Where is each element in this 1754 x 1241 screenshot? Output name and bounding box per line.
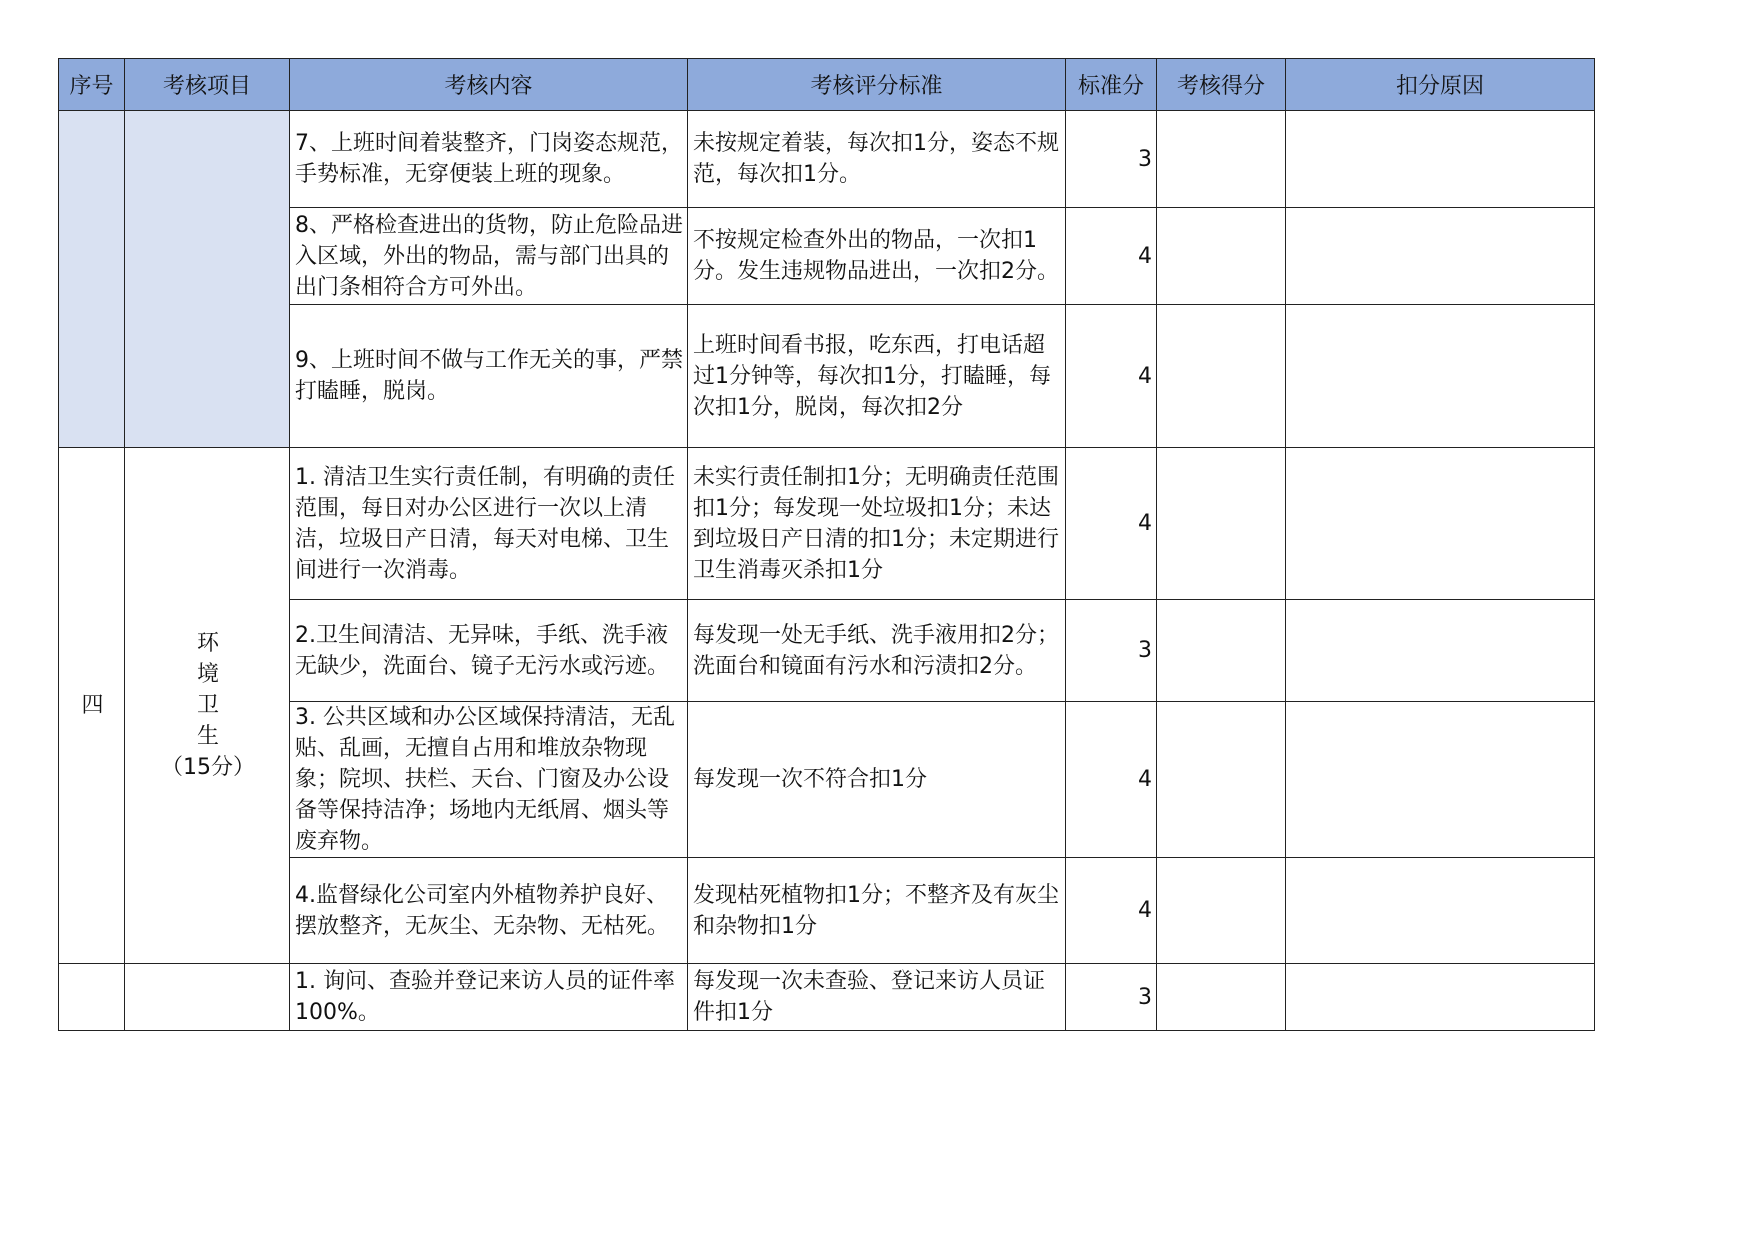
cell-item-shaded[interactable] bbox=[125, 111, 290, 448]
cell-standard[interactable]: 4 bbox=[1066, 208, 1157, 305]
cell-criteria[interactable]: 上班时间看书报，吃东西，打电话超过1分钟等，每次扣1分，打瞌睡，每次扣1分，脱岗，每次扣2分 bbox=[688, 305, 1066, 448]
cell-no-shaded[interactable] bbox=[59, 111, 125, 448]
header-no[interactable]: 序号 bbox=[59, 59, 125, 111]
table-row bbox=[59, 964, 1595, 1031]
cell-reason[interactable] bbox=[1286, 702, 1595, 858]
header-criteria[interactable]: 考核评分标准 bbox=[688, 59, 1066, 111]
cell-content[interactable]: 7、上班时间着装整齐，门岗姿态规范，手势标准，无穿便装上班的现象。 bbox=[290, 111, 688, 208]
table-row bbox=[59, 702, 1595, 858]
assessment-table bbox=[58, 58, 1595, 1031]
table-row bbox=[59, 858, 1595, 964]
header-reason[interactable]: 扣分原因 bbox=[1286, 59, 1595, 111]
header-standard[interactable]: 标准分 bbox=[1066, 59, 1157, 111]
cell-score[interactable] bbox=[1157, 208, 1286, 305]
cell-score[interactable] bbox=[1157, 448, 1286, 600]
cell-content[interactable]: 3. 公共区域和办公区域保持清洁，无乱贴、乱画，无擅自占用和堆放杂物现象；院坝、扶栏、天台、门窗及办公设备等保持洁净；场地内无纸屑、烟头等废弃物。 bbox=[290, 702, 688, 858]
table-row bbox=[59, 111, 1595, 208]
cell-score[interactable] bbox=[1157, 600, 1286, 702]
cell-content[interactable]: 4.监督绿化公司室内外植物养护良好、摆放整齐，无灰尘、无杂物、无枯死。 bbox=[290, 858, 688, 964]
cell-item-next[interactable] bbox=[125, 964, 290, 1031]
cell-criteria[interactable]: 不按规定检查外出的物品，一次扣1分。发生违规物品进出，一次扣2分。 bbox=[688, 208, 1066, 305]
cell-reason[interactable] bbox=[1286, 208, 1595, 305]
cell-no-next[interactable] bbox=[59, 964, 125, 1031]
cell-reason[interactable] bbox=[1286, 448, 1595, 600]
table-row bbox=[59, 448, 1595, 600]
table-row bbox=[59, 600, 1595, 702]
cell-score[interactable] bbox=[1157, 111, 1286, 208]
cell-reason[interactable] bbox=[1286, 600, 1595, 702]
cell-content[interactable]: 9、上班时间不做与工作无关的事，严禁打瞌睡，脱岗。 bbox=[290, 305, 688, 448]
cell-standard[interactable]: 4 bbox=[1066, 858, 1157, 964]
table-row bbox=[59, 305, 1595, 448]
section-item[interactable] bbox=[125, 448, 290, 964]
cell-standard[interactable]: 4 bbox=[1066, 702, 1157, 858]
cell-criteria[interactable]: 发现枯死植物扣1分；不整齐及有灰尘和杂物扣1分 bbox=[688, 858, 1066, 964]
cell-standard[interactable]: 3 bbox=[1066, 964, 1157, 1031]
cell-criteria[interactable]: 每发现一处无手纸、洗手液用扣2分；洗面台和镜面有污水和污渍扣2分。 bbox=[688, 600, 1066, 702]
cell-reason[interactable] bbox=[1286, 305, 1595, 448]
cell-content[interactable]: 2.卫生间清洁、无异味，手纸、洗手液无缺少，洗面台、镜子无污水或污迹。 bbox=[290, 600, 688, 702]
cell-content[interactable]: 1. 清洁卫生实行责任制，有明确的责任范围，每日对办公区进行一次以上清洁，垃圾日产日清，每天对电梯、卫生间进行一次消毒。 bbox=[290, 448, 688, 600]
section-item-label: 环 境 卫 生 （15分） bbox=[161, 631, 255, 780]
header-row bbox=[59, 59, 1595, 111]
cell-criteria[interactable]: 每发现一次未查验、登记来访人员证件扣1分 bbox=[688, 964, 1066, 1031]
header-score[interactable]: 考核得分 bbox=[1157, 59, 1286, 111]
cell-standard[interactable]: 4 bbox=[1066, 305, 1157, 448]
cell-criteria[interactable]: 未按规定着装，每次扣1分，姿态不规范，每次扣1分。 bbox=[688, 111, 1066, 208]
cell-criteria[interactable]: 未实行责任制扣1分；无明确责任范围扣1分；每发现一处垃圾扣1分；未达到垃圾日产日清的扣1分；未定期进行卫生消毒灭杀扣1分 bbox=[688, 448, 1066, 600]
section-number[interactable]: 四 bbox=[59, 448, 125, 964]
cell-reason[interactable] bbox=[1286, 858, 1595, 964]
cell-reason[interactable] bbox=[1286, 111, 1595, 208]
cell-score[interactable] bbox=[1157, 305, 1286, 448]
cell-content[interactable]: 8、严格检查进出的货物，防止危险品进入区域，外出的物品，需与部门出具的出门条相符合方可外出。 bbox=[290, 208, 688, 305]
cell-standard[interactable]: 3 bbox=[1066, 111, 1157, 208]
cell-score[interactable] bbox=[1157, 702, 1286, 858]
table-row bbox=[59, 208, 1595, 305]
cell-criteria[interactable]: 每发现一次不符合扣1分 bbox=[688, 702, 1066, 858]
cell-score[interactable] bbox=[1157, 964, 1286, 1031]
header-item[interactable]: 考核项目 bbox=[125, 59, 290, 111]
assessment-sheet bbox=[58, 58, 1595, 1031]
cell-content[interactable]: 1. 询问、查验并登记来访人员的证件率100%。 bbox=[290, 964, 688, 1031]
cell-standard[interactable]: 3 bbox=[1066, 600, 1157, 702]
cell-reason[interactable] bbox=[1286, 964, 1595, 1031]
cell-score[interactable] bbox=[1157, 858, 1286, 964]
cell-standard[interactable]: 4 bbox=[1066, 448, 1157, 600]
header-content[interactable]: 考核内容 bbox=[290, 59, 688, 111]
